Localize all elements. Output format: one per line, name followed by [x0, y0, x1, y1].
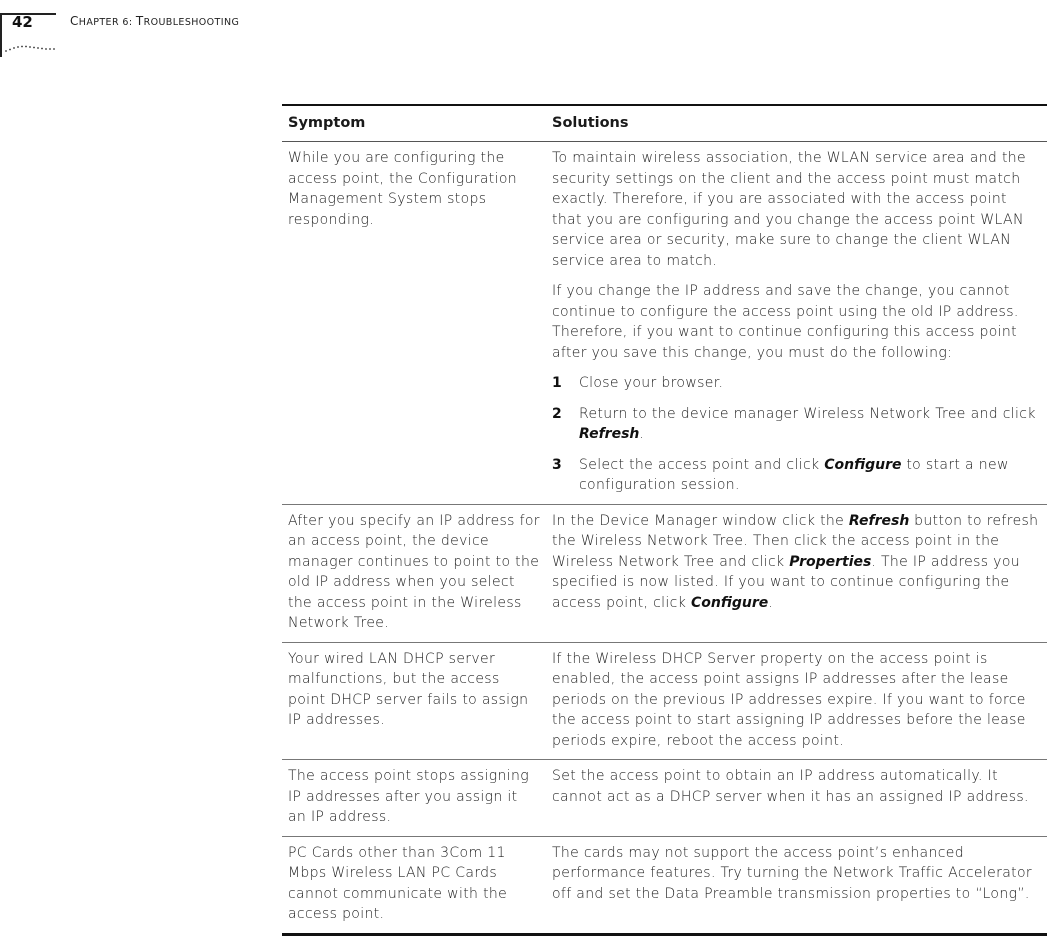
table-row: [282, 836, 1047, 934]
steps-list: [552, 373, 1041, 496]
ui-term-refresh: Refresh: [848, 512, 910, 529]
step-number: 1: [552, 375, 563, 391]
troubleshooting-table: [282, 104, 1047, 936]
step-item: 1 Close your browser.: [552, 373, 1041, 394]
step-item: 2 Return to the device manager Wireless Network Tree and click Refresh.: [552, 405, 1036, 442]
table-row: [282, 504, 1047, 642]
page-number-box: [0, 13, 56, 57]
solution-cell: If the Wireless DHCP Server property on the access point is enabled, the access point assigns IP addresses after the lease periods on the previous IP addresses expire. If you want to force the access point to start assigning IP addresses before the lease periods expire, reboot the access point.: [546, 642, 1047, 760]
column-header-symptom: Symptom: [282, 105, 546, 142]
table-row: [282, 642, 1047, 760]
solution-cell: In the Device Manager window click the Refresh button to refresh the Wireless Network Tree. Then click the access point in the Wireless Network Tree and click Properties. The IP address you specified is now listed. If you want to continue configuring the access point, click Configure.: [546, 504, 1047, 642]
symptom-cell: Your wired LAN DHCP server malfunctions, but the access point DHCP server fails to assign IP addresses.: [282, 642, 546, 760]
ui-term-configure: Configure: [824, 456, 902, 473]
page-number: 42: [12, 13, 33, 31]
column-header-solutions: Solutions: [546, 105, 1047, 142]
ui-term-refresh: Refresh: [579, 426, 640, 442]
symptom-cell: PC Cards other than 3Com 11 Mbps Wireless LAN PC Cards cannot communicate with the access point.: [288, 844, 508, 922]
step-number: 2: [552, 405, 563, 422]
solution-cell: The cards may not support the access point’s enhanced performance features. Try turning the Network Traffic Accelerator off and set the Data Preamble transmission properties to “Long”.: [552, 844, 1032, 902]
symptom-cell: While you are configuring the access point, the Configuration Management System stops responding.: [282, 142, 546, 505]
dotted-rule-decoration: [4, 42, 58, 54]
table-row: [282, 760, 1047, 837]
symptom-cell: After you specify an IP address for an access point, the device manager continues to point to the old IP address when you select the access point in the Wireless Network Tree.: [282, 504, 546, 642]
ui-term-configure: Configure: [690, 594, 769, 611]
solution-cell: [546, 142, 1047, 505]
solution-paragraph: If you change the IP address and save the change, you cannot continue to configure the access point using the old IP address. Therefore, if you want to continue configuring this access point after you save this change, you must do the following:: [552, 283, 1019, 361]
ui-term-properties: Properties: [789, 553, 872, 570]
step-item: 3 Select the access point and click Configure to start a new configuration session.: [552, 456, 1009, 493]
chapter-title: CHAPTER 6: TROUBLESHOOTING: [70, 14, 240, 28]
solution-cell: Set the access point to obtain an IP address automatically. It cannot act as a DHCP server when it has an assigned IP address.: [546, 760, 1047, 837]
step-number: 3: [552, 456, 563, 473]
symptom-cell: The access point stops assigning IP addresses after you assign it an IP address.: [282, 760, 546, 837]
table-row: [282, 142, 1047, 505]
table-header-row: [282, 105, 1047, 142]
solution-paragraph: To maintain wireless association, the WLAN service area and the security settings on the client and the access point must match exactly. Therefore, if you are associated with the access point that you are configuring and you change the access point WLAN service area or security, make sure to change the client WLAN service area to match.: [552, 150, 1026, 269]
